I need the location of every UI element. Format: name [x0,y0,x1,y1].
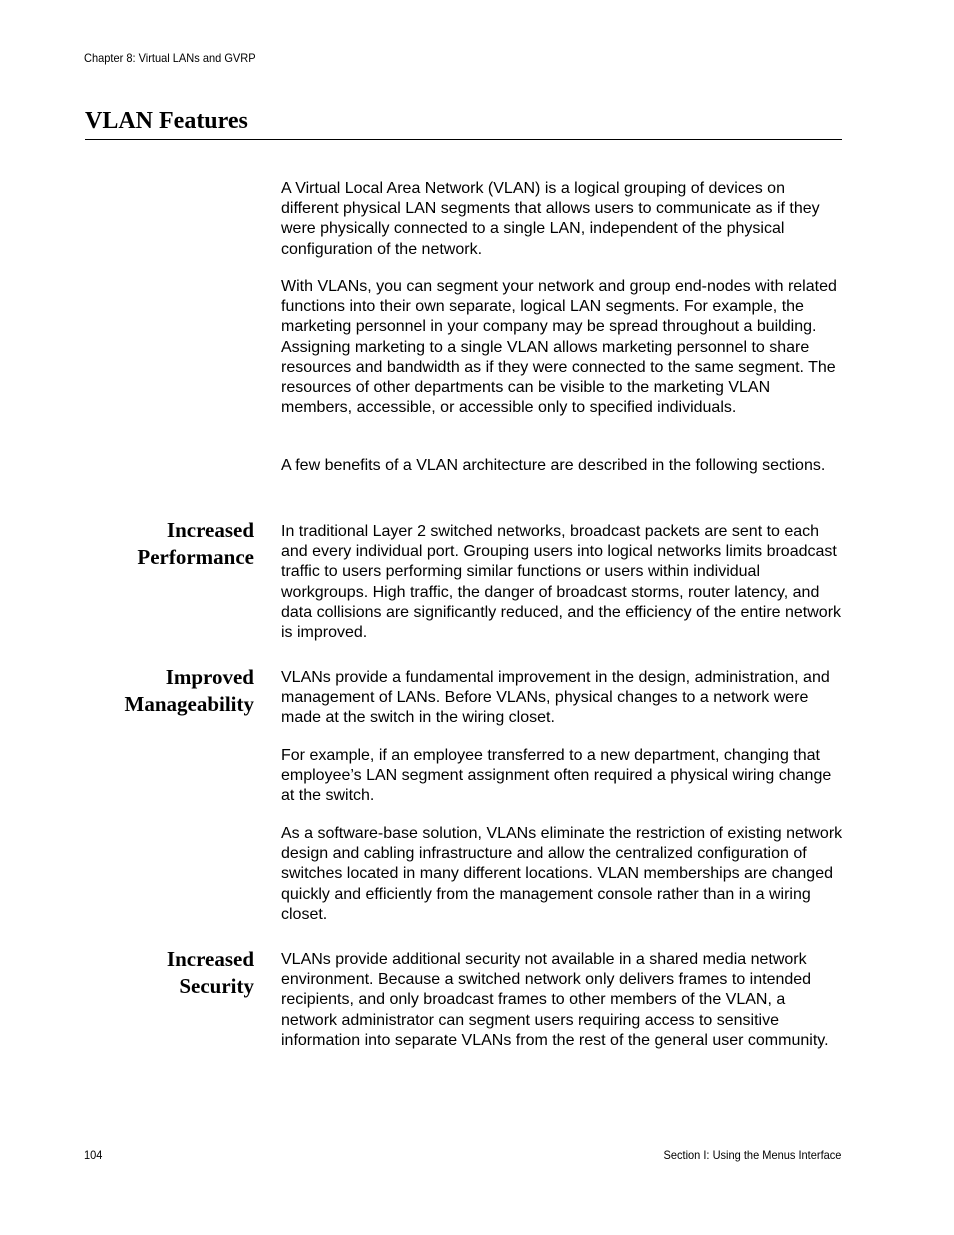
footer-section-title: Section I: Using the Menus Interface [663,1148,841,1162]
heading-line: Increased [166,518,254,542]
manageability-paragraph-1: VLANs provide a fundamental improvement in the design, administration, and management of LANs. Before VLANs, physical changes to a network were made at the switch in the wiring closet. [281,669,830,727]
running-header: Chapter 8: Virtual LANs and GVRP [84,51,256,65]
heading-increased-performance [54,517,254,570]
page-number: 104 [84,1148,103,1162]
intro-paragraph-3: A few benefits of a VLAN architecture are described in the following sections. [281,457,826,474]
heading-improved-manageability [54,664,254,717]
heading-line: Performance [137,544,254,569]
heading-line: Manageability [124,691,254,716]
heading-line: Increased [166,947,254,971]
heading-line: Security [179,973,254,998]
title-rule [85,139,842,140]
page-title: VLAN Features [85,108,248,134]
intro-paragraph-2: With VLANs, you can segment your network and group end-nodes with related functions into their own separate, logical LAN segments. For example, the marketing personnel in your company may be spread throughout a building. Assigning marketing to a single VLAN allows marketing personnel to share resources and bandwidth as if they were connected to the same segment. The resources of other departments can be visible to the marketing VLAN members, accessible, or accessible only to specified individuals. [281,278,837,417]
manageability-paragraph-3: As a software-base solution, VLANs eliminate the restriction of existing network design and cabling infrastructure and allow the centralized configuration of switches located in many different locations. VLAN memberships are changed quickly and efficiently from the management console rather than in a wiring closet. [281,825,843,923]
heading-increased-security [54,946,254,999]
heading-line: Improved [165,665,254,689]
performance-paragraph-1: In traditional Layer 2 switched networks, broadcast packets are sent to each and every individual port. Grouping users into logical networks limits broadcast traffic to users performing similar functions or users within individual workgroups. High traffic, the danger of broadcast storms, router latency, and data collisions are significantly reduced, and the efficiency of the entire network is improved. [281,523,842,642]
manageability-paragraph-2: For example, if an employee transferred to a new department, changing that employee’s LAN segment assignment often required a physical wiring change at the switch. [281,747,832,805]
intro-paragraph-1: A Virtual Local Area Network (VLAN) is a logical grouping of devices on different physical LAN segments that allows users to communicate as if they were physically connected to a single LAN, independent of the physical configuration of the network. [281,180,820,258]
security-paragraph-1: VLANs provide additional security not available in a shared media network environment. Because a switched network only delivers frames to intended recipients, and only broadcast frames to other members of the VLAN, a network administrator can segment users requiring access to sensitive information into separate VLANs from the rest of the general user community. [281,951,829,1049]
